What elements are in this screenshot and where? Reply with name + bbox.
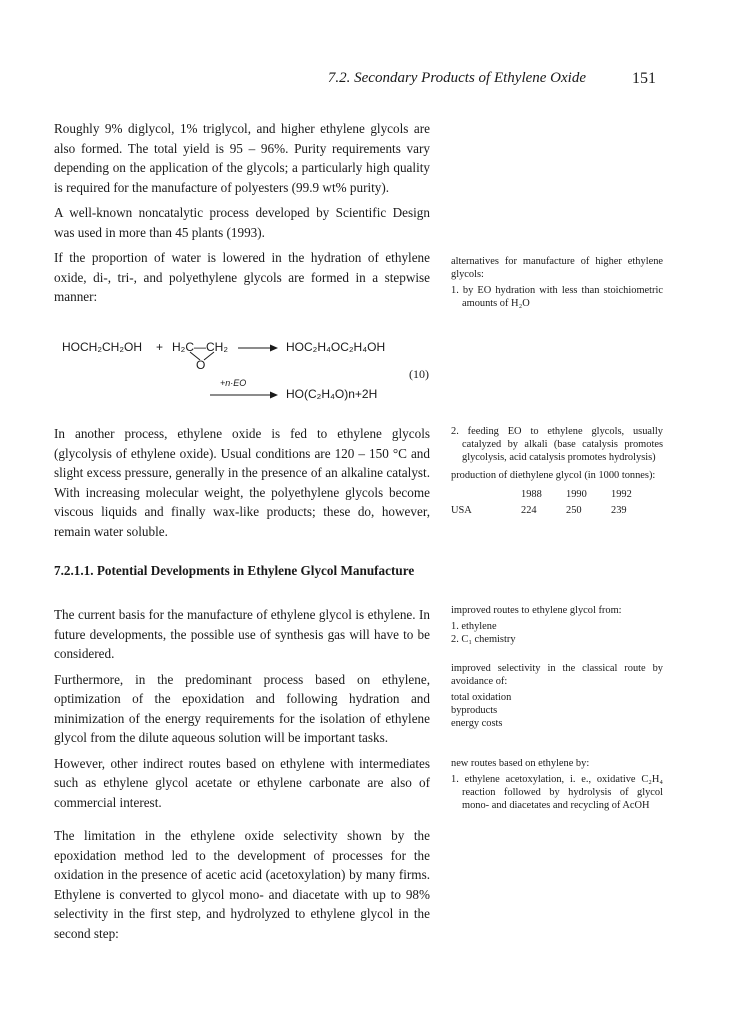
main-column-bottom — [54, 605, 430, 943]
side-note-selectivity-intro: improved selectivity in the classical route by avoidance of: — [451, 663, 663, 687]
paragraph-acetoxylation: The limitation in the ethylene oxide selectivity shown by the epoxidation method led to the development of processes for the oxidation in the presence of acetic acid (acetoxylation) by many firms. Ethylene is converted to glycol mono- and diacetate with up to 98% selectivity in the first step, and hydrolyzed to ethylene glycol in the second step: — [54, 828, 430, 941]
table-year: 1988 — [521, 488, 542, 500]
production-table — [451, 486, 656, 518]
paragraph-scientific-design: A well-known noncatalytic process developed by Scientific Design was used in more than 45 plants (1993). — [54, 205, 430, 240]
table-year: 1990 — [566, 488, 587, 500]
equation-product-2: HO(C₂H₄O)n+2H — [286, 387, 378, 401]
side-note-alternatives-intro: alternatives for manufacture of higher ethylene glycols: — [451, 256, 663, 280]
side-note-new-routes — [451, 757, 663, 812]
side-note-production-caption: production of diethylene glycol (in 1000 tonnes): — [451, 470, 656, 481]
section-heading: 7.2.1.1. Potential Developments in Ethylene Glycol Manufacture — [54, 563, 415, 578]
side-note-selectivity — [451, 662, 663, 730]
table-row — [451, 502, 656, 518]
reaction-arrow-2 — [210, 389, 278, 401]
side-note-improved-routes-intro: improved routes to ethylene glycol from: — [451, 605, 622, 616]
side-note-improved-routes-item-1: 1. ethylene — [451, 621, 497, 632]
section-title: 7.2. Secondary Products of Ethylene Oxide — [327, 70, 586, 86]
side-note-improved-routes-item-2: 2. C₁ chemistry — [451, 634, 516, 645]
equation-reactant-1: HOCH₂CH₂OH — [62, 340, 142, 354]
paragraph-optimization: Furthermore, in the predominant process based on ethylene, optimization of the epoxidation and following hydration and minimization of the energy requirements for the isolation of ethylene glycol from the dilute aqueous solution will be important tasks. — [54, 671, 430, 745]
side-note-alternatives — [451, 255, 663, 310]
paragraph-glycolysis: In another process, ethylene oxide is fed to ethylene glycols (glycolysis of ethylene oxide). Usual conditions are 120 – 150 °C and slight excess pressure, generally in the presence of an alkaline catalyst. With increasing molecular weight, the polyethylene glycols become viscous liquids and finally wax-like products; these do, however, remain water soluble. — [54, 426, 430, 539]
side-note-new-routes-item-1: 1. ethylene acetoxylation, i. e., oxidative C₂H₄ reaction followed by hydrolysis of glycol mono- and diacetates and recycling of AcOH — [451, 774, 663, 811]
side-note-selectivity-item: byproducts — [451, 705, 498, 716]
page-number: 151 — [632, 70, 656, 87]
paragraph-current-basis: The current basis for the manufacture of ethylene glycol is ethylene. In future developments, the possible use of synthesis gas will have to be considered. — [54, 607, 430, 661]
side-note-new-routes-intro: new routes based on ethylene by: — [451, 758, 590, 769]
main-column-middle — [54, 424, 430, 541]
equation-reactant-2: H₂C—CH₂ — [172, 340, 228, 354]
table-row — [451, 486, 656, 502]
paragraph-yield: Roughly 9% diglycol, 1% triglycol, and higher ethylene glycols are also formed. The total yield is 95 – 96%. Purity requirements vary depending on the application of the glycols; a particularly high quality is required for the manufacture of polyesters (99.9 wt% purity). — [54, 121, 430, 195]
paragraph-indirect-routes: However, other indirect routes based on ethylene with intermediates such as ethylene glycol acetate or ethylene carbonate are also of commercial interest. — [54, 755, 430, 810]
side-note-alternatives-item-1: 1. by EO hydration with less than stoichiometric amounts of H₂O — [451, 285, 663, 309]
side-note-alternatives-item-2: 2. feeding EO to ethylene glycols, usually catalyzed by alkali (base catalysis promotes glycolysis, acid catalysis promotes hydrolysis) — [451, 426, 663, 463]
table-value: 239 — [611, 504, 627, 516]
table-value: 224 — [521, 504, 537, 516]
equation-epoxide-oxygen: O — [196, 358, 206, 372]
reaction-condition-label: +n·EO — [220, 378, 247, 388]
reaction-arrow-1 — [238, 342, 278, 354]
side-note-selectivity-item: energy costs — [451, 718, 503, 729]
equation-number: (10) — [409, 367, 429, 381]
table-value: 250 — [566, 504, 582, 516]
equation-plus: + — [156, 340, 164, 354]
main-column-top — [54, 119, 430, 307]
side-note-glycolysis — [451, 425, 663, 518]
table-country: USA — [451, 504, 472, 516]
side-note-selectivity-item: total oxidation — [451, 692, 512, 703]
side-note-improved-routes — [451, 604, 663, 646]
paragraph-stepwise: If the proportion of water is lowered in the hydration of ethylene oxide, di-, tri-, and polyethylene glycols are formed in a stepwise manner: — [54, 250, 430, 304]
table-year: 1992 — [611, 488, 632, 500]
equation-product-1: HOC₂H₄OC₂H₄OH — [286, 340, 386, 354]
